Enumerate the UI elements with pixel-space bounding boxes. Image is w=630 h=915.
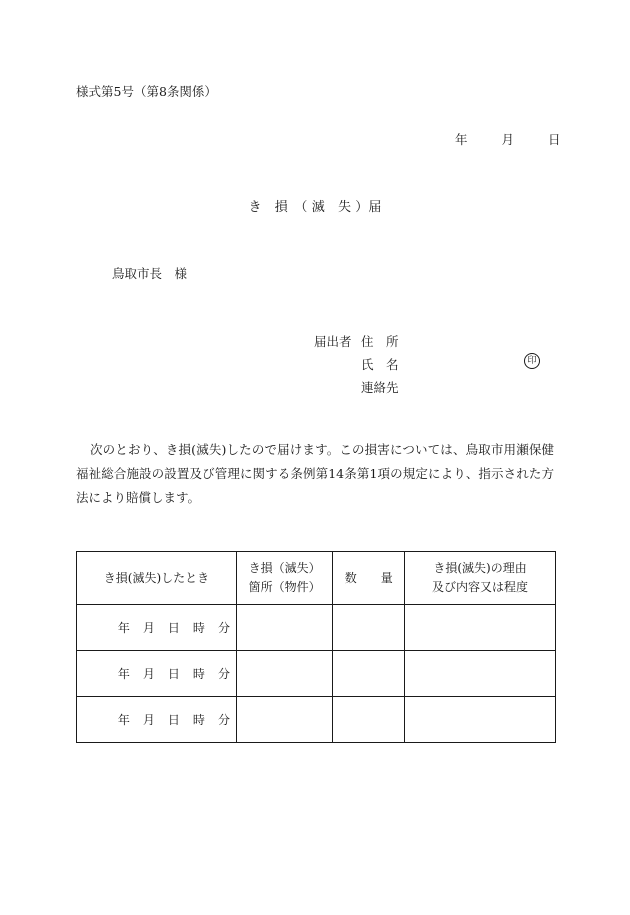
header-location-line2: 箇所（物件） (248, 580, 321, 594)
damage-report-table (76, 551, 556, 743)
header-location-line1: き損（滅失） (248, 561, 321, 575)
month-label: 月 (142, 621, 155, 635)
header-reason-line1: き損(滅失)の理由 (433, 561, 527, 575)
date-day-label: 日 (547, 132, 561, 147)
reason-cell[interactable] (405, 605, 556, 651)
hour-label: 時 (192, 621, 205, 635)
datetime-cell[interactable] (77, 651, 237, 697)
location-cell[interactable] (236, 697, 332, 743)
name-label: 氏 名 (361, 357, 399, 372)
hour-label: 時 (192, 667, 205, 681)
header-when: き損(滅失)したとき (77, 552, 237, 605)
quantity-cell[interactable] (333, 697, 405, 743)
header-location (236, 552, 332, 605)
table-row (77, 605, 556, 651)
declaration-text: 次のとおり、き損(滅失)したので届けます。この損害については、鳥取市用瀬保健福祉総合施設の設置及び管理に関する条例第14条第1項の規定により、指示された方法により賠償します。 (76, 442, 554, 505)
day-label: 日 (167, 667, 180, 681)
year-label: 年 (117, 621, 130, 635)
table-row (77, 651, 556, 697)
table-header-row (77, 552, 556, 605)
quantity-cell[interactable] (333, 651, 405, 697)
table-row (77, 697, 556, 743)
location-cell[interactable] (236, 651, 332, 697)
reason-cell[interactable] (405, 651, 556, 697)
day-label: 日 (167, 621, 180, 635)
reason-cell[interactable] (405, 697, 556, 743)
date-month-label: 月 (501, 132, 514, 147)
header-quantity: 数 量 (333, 552, 405, 605)
minute-label: 分 (217, 621, 230, 635)
hour-label: 時 (192, 713, 205, 727)
form-number: 様式第5号（第8条関係） (76, 84, 217, 99)
addressee: 鳥取市長 様 (112, 266, 188, 281)
applicant-label: 届出者 (314, 334, 352, 349)
datetime-cell[interactable] (77, 605, 237, 651)
contact-label: 連絡先 (361, 380, 399, 395)
seal-mark: 印 (524, 353, 540, 369)
quantity-cell[interactable] (333, 605, 405, 651)
year-label: 年 (117, 713, 130, 727)
minute-label: 分 (217, 713, 230, 727)
header-reason-line2: 及び内容又は程度 (432, 580, 529, 594)
address-label: 住 所 (361, 334, 399, 349)
month-label: 月 (142, 713, 155, 727)
location-cell[interactable] (236, 605, 332, 651)
month-label: 月 (142, 667, 155, 681)
year-label: 年 (117, 667, 130, 681)
day-label: 日 (167, 713, 180, 727)
header-reason (405, 552, 556, 605)
date-line (455, 130, 560, 148)
minute-label: 分 (217, 667, 230, 681)
datetime-cell[interactable] (77, 697, 237, 743)
document-title: き 損 （ 滅 失 ）届 (248, 200, 382, 215)
date-year-label: 年 (455, 132, 468, 147)
